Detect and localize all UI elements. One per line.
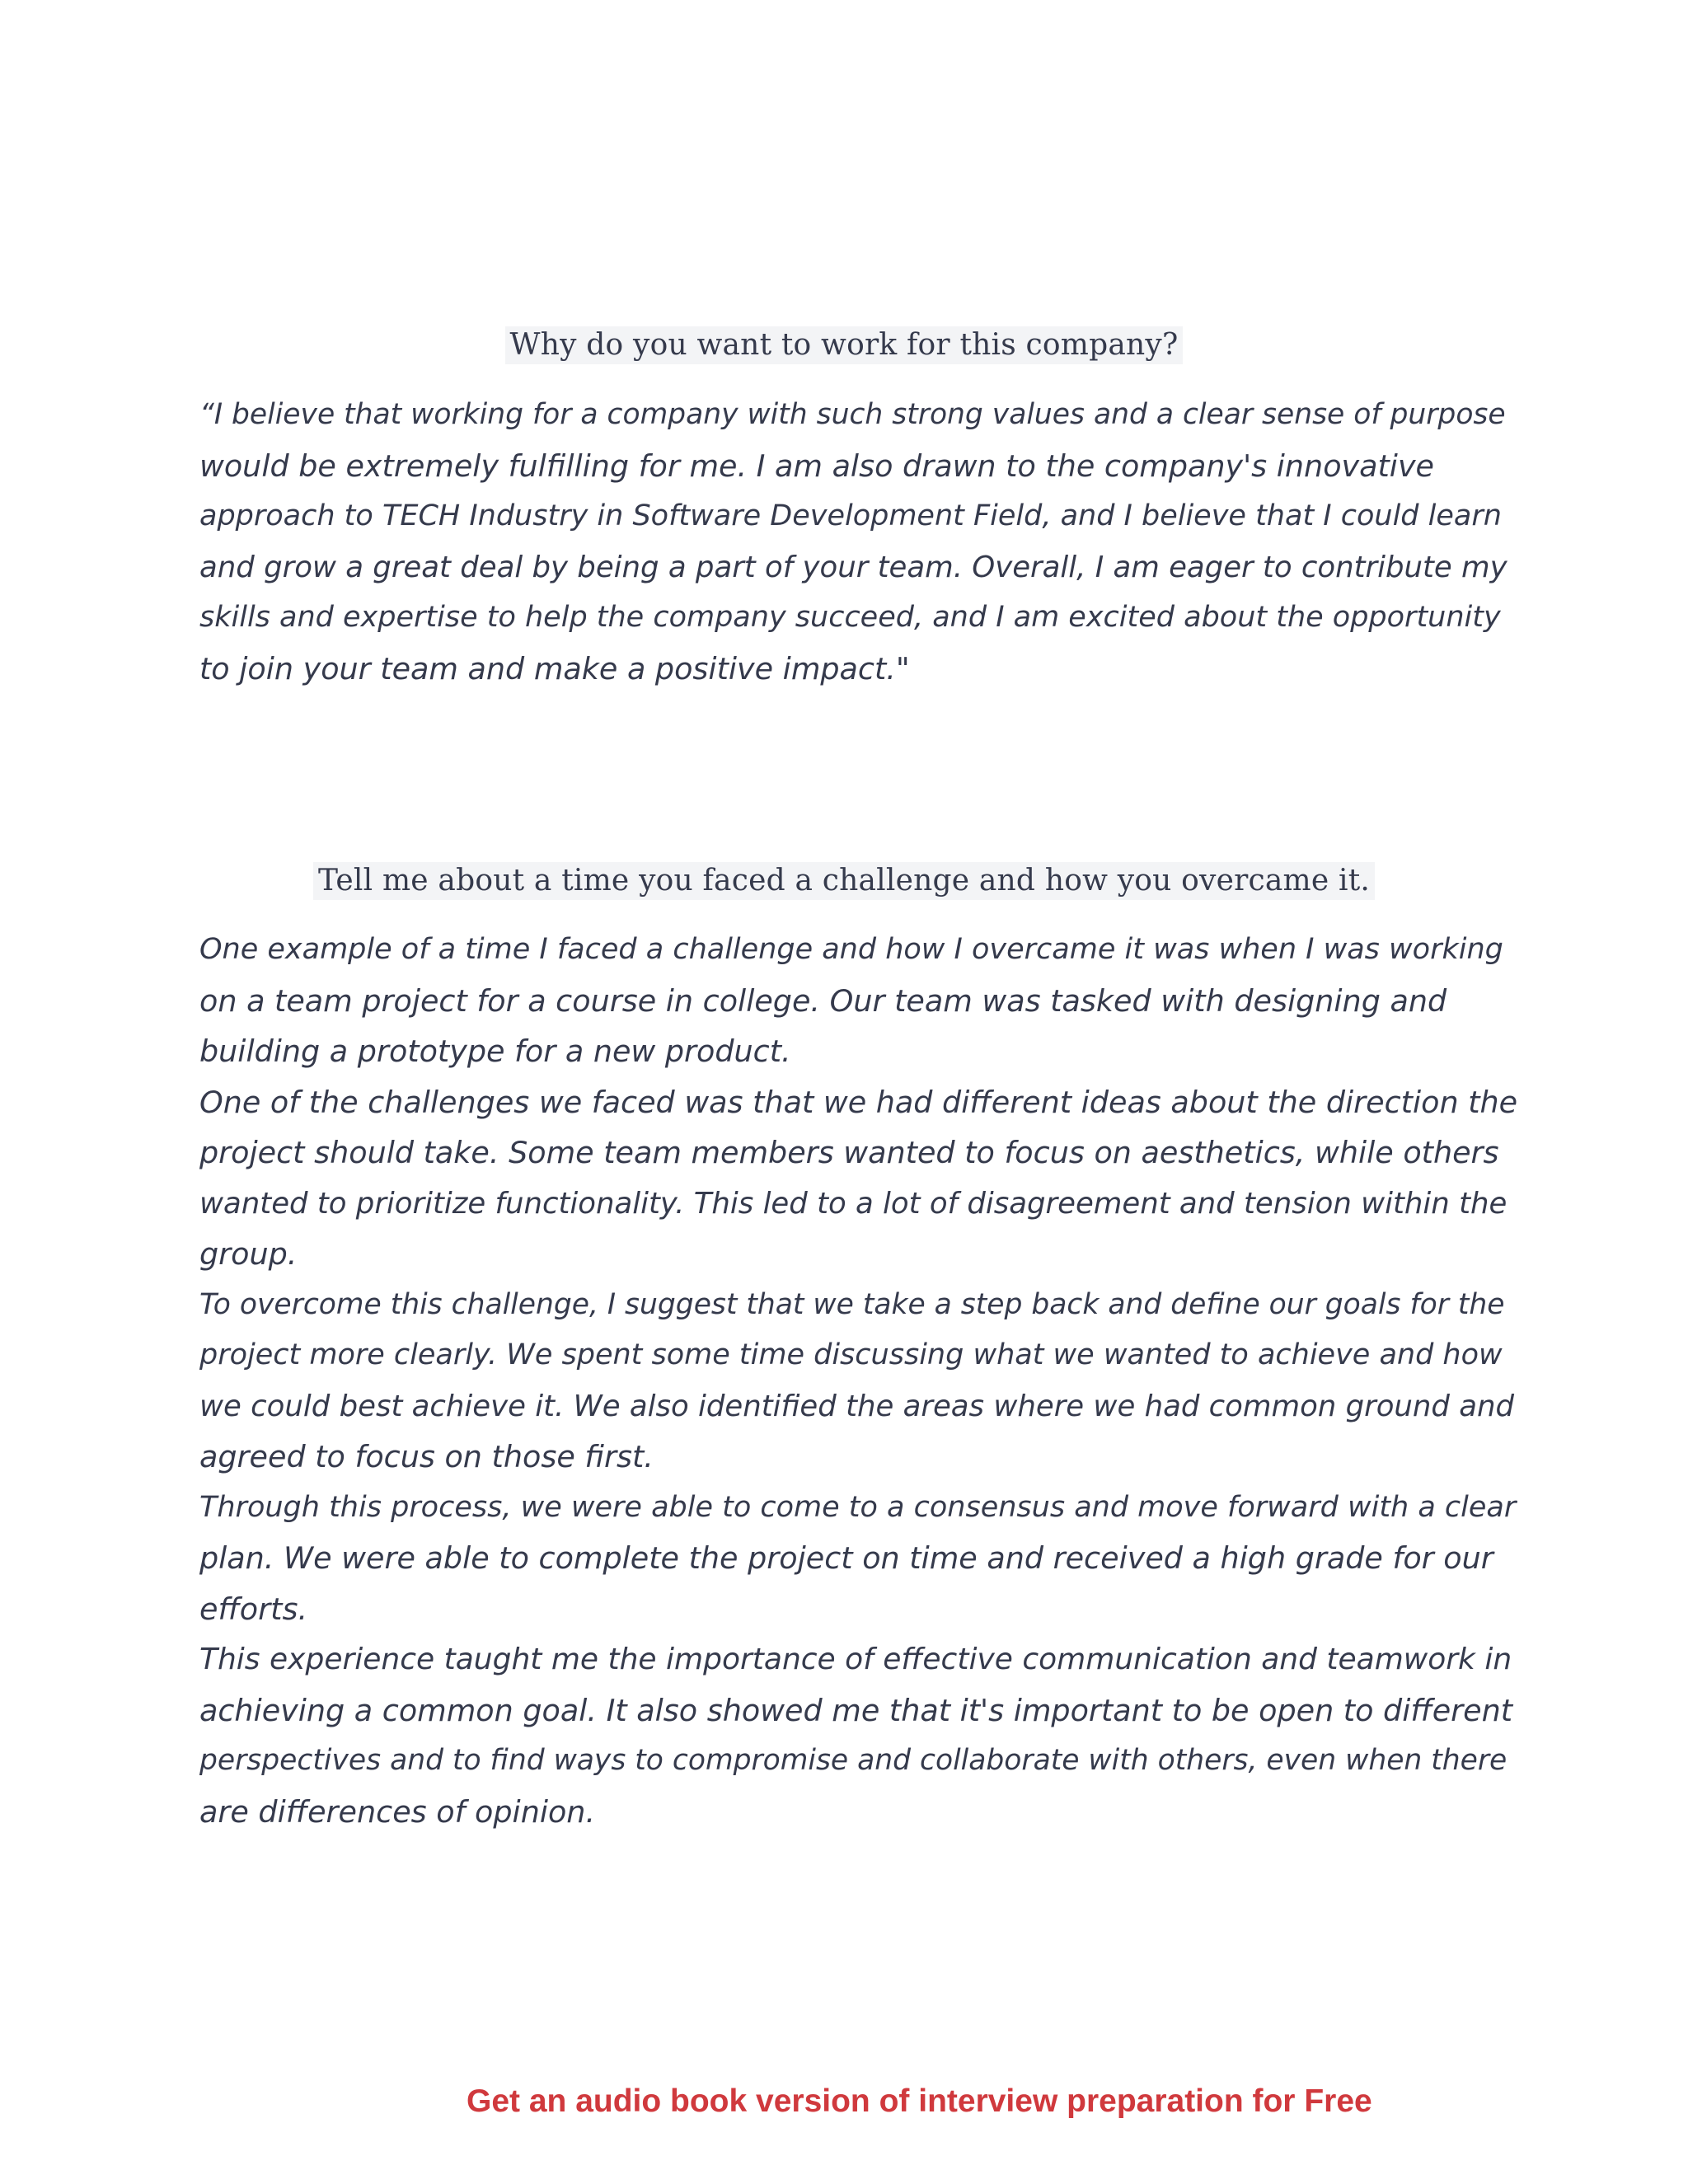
answer-line: plan. We were able to complete the project on time and received a high grade for our [199,1540,1493,1576]
question-1-text: Why do you want to work for this company? [505,326,1184,364]
answer-line: To overcome this challenge, I suggest that we take a step back and define our goals for the [199,1287,1505,1321]
answer-line: agreed to focus on those first. [199,1439,654,1474]
answer-line: and grow a great deal by being a part of your team. Overall, I am eager to contribute my [199,550,1507,584]
answer-line: project should take. Some team members wanted to focus on aesthetics, while others [199,1135,1499,1170]
answer-line: group. [199,1236,298,1272]
question-heading-1 [0,326,1688,364]
question-2-text: Tell me about a time you faced a challenge and how you overcame it. [313,862,1375,900]
answer-line: we could best achieve it. We also identified the areas where we had common ground and [199,1389,1515,1423]
answer-line: on a team project for a course in college. Our team was tasked with designing and [199,982,1447,1019]
answer-line: building a prototype for a new product. [199,1033,791,1069]
answer-line: Through this process, we were able to come to a consensus and move forward with a clear [199,1490,1517,1524]
answer-paragraph-1 [199,390,1518,694]
answer-line: to join your team and make a positive impact." [199,650,910,687]
answer-line: One of the challenges we faced was that we had different ideas about the direction the [199,1084,1518,1120]
answer-line: approach to TECH Industry in Software Development Field, and I believe that I could learn [199,499,1502,532]
question-heading-2 [0,862,1688,900]
answer-line: “I believe that working for a company with such strong values and a clear sense of purpose [199,398,1506,431]
audiobook-promo-link[interactable]: Get an audio book version of interview preparation for Free [467,2083,1372,2119]
answer-line: are differences of opinion. [199,1793,596,1830]
answer-line: project more clearly. We spent some time discussing what we wanted to achieve and how [199,1338,1503,1371]
answer-line: efforts. [199,1591,308,1627]
answer-line: One example of a time I faced a challenge and how I overcame it was when I was working [199,933,1503,966]
answer-paragraph-2 [199,925,1518,1837]
answer-line: skills and expertise to help the company succeed, and I am excited about the opportunity [199,601,1501,634]
answer-line: wanted to prioritize functionality. This led to a lot of disagreement and tension within the [199,1186,1507,1221]
answer-line: perspectives and to find ways to compromise and collaborate with others, even when there [199,1744,1507,1777]
answer-line: would be extremely fulfilling for me. I am also drawn to the company's innovative [199,448,1434,484]
answer-line: This experience taught me the importance of effective communication and teamwork in [199,1643,1512,1676]
answer-line: achieving a common goal. It also showed me that it's important to be open to different [199,1692,1513,1728]
